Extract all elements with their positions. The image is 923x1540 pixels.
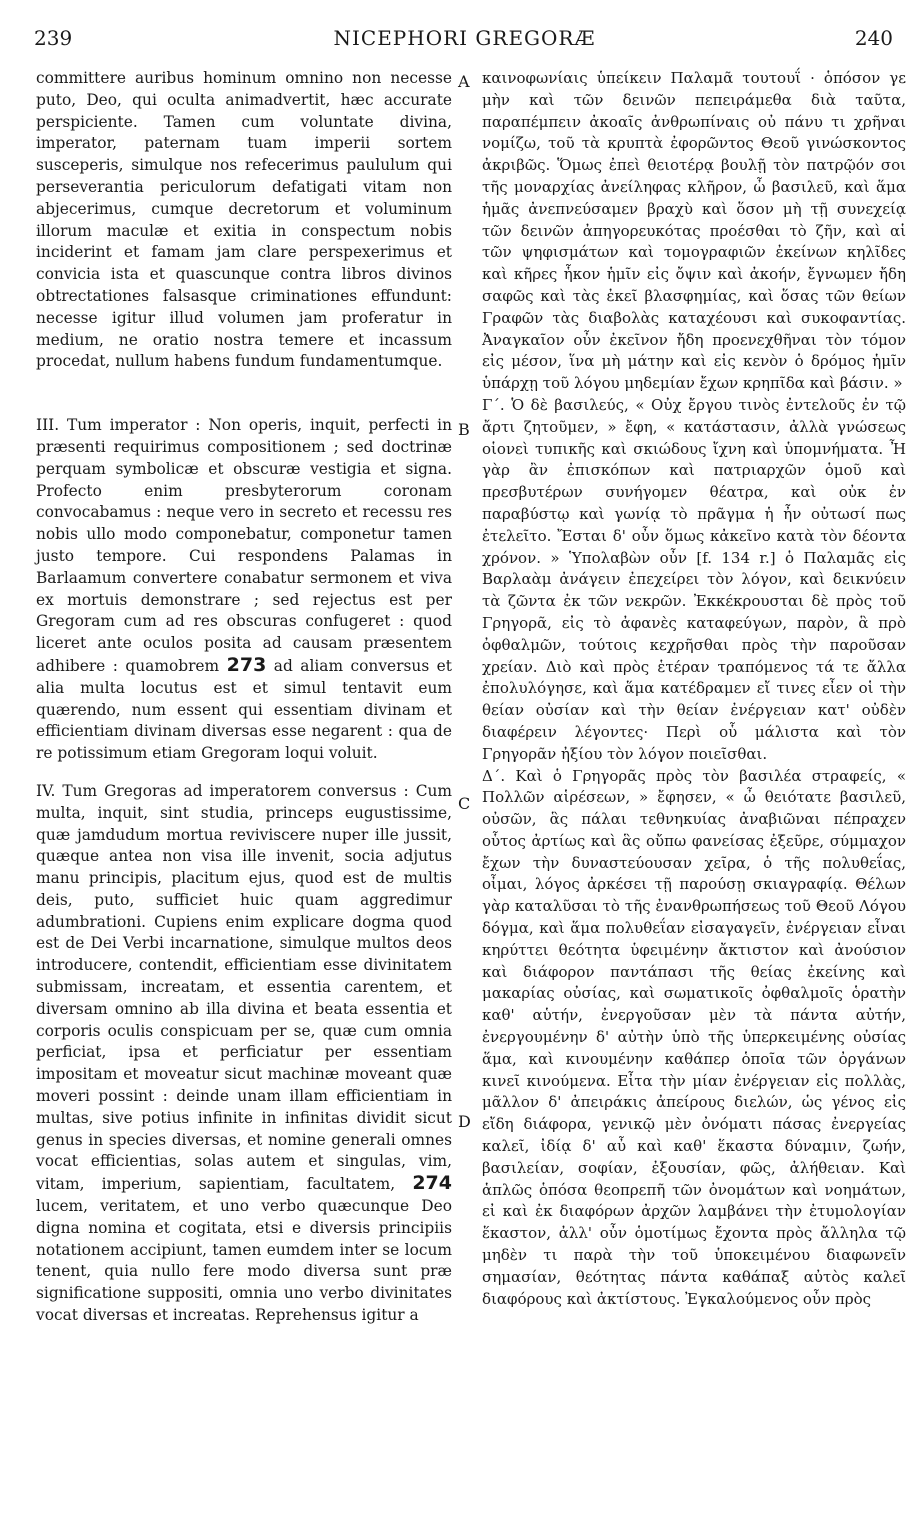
latin-paragraph-1: committere auribus hominum omnino non necesse puto, Deo, qui oculta animadvertit, hæc accurate perspiciente. Tamen cum voluntate divina, imperator, paternam tuam imperii sortem susceperis, simulque nos refecerimus paululum qui perseverantia periculorum defatigati vitam non abjecerimus, cumque decretorum et voluminum illorum maculæ et exitia in conspectum nobis inciderint et famam jam clare perspexerimus et convicia ista et quascunque contra libros divinos obtrectationes falsasque criminationes effundunt: necesse igitur illud volumen jam proferatur in medium, ne oratio nostra temere et incassum procedat, nullum habens fundum fundamentumque. [36, 69, 452, 371]
latin-paragraph-2-text-b: ad aliam conversus et alia multa locutus est et simul tentavit eum quærendo, num essent qui essentiam divinam et efficientiam divinam diversas esse negarent : qua de re potissimum etiam Gregoram loqui voluit. [36, 656, 452, 763]
margin-letter-d: D [458, 1112, 471, 1131]
page-number-left: 239 [34, 26, 73, 50]
edition-page-number: 274 [412, 1172, 452, 1195]
greek-column [482, 68, 906, 1310]
latin-paragraph-2 [36, 415, 452, 765]
latin-paragraph-3-text-a: IV. Tum Gregoras ad imperatorem conversus : Cum multa, inquit, sint studia, princeps eugustissime, quæ jamdudum mortua reviviscere nuper ille jussit, quæque antea non visa ille invenit, socia adjutus manu principis, placitum ejus, quod est de multis deis, puto, sufficiet huic quam aggredimur adumbrationi. Cupiens enim explicare dogma quod est de Dei Verbi incarnatione, simulque multos deos introducere, contendit, efficientiam esse divinitatem submissam, increatam, et essentia carentem, et diversam omnino ab illa divina et beata essentia et corporis oculis conspicuam per se, quæ cum omnia perficiat, ipsa et perficiatur per essentiam impositam et moveatur sicut machinæ moveant quæ moveri possint : deinde unam illam efficientiam in multas, sive potius infinite in infinitas dividit sicut genus in species diversas, et nomine generali omnes vocat efficientias, solas autem et singulas, vim, vitam, imperium, sapientiam, facultatem, [36, 781, 452, 1194]
running-title: NICEPHORI GREGORÆ [333, 26, 596, 50]
latin-paragraph-3-text-b: lucem, veritatem, et uno verbo quæcunque Deo digna nomina et cogitata, etsi e diversis principiis notationem accipiunt, tamen eumdem inter se locum tenent, quia nullo fere modo diversa sunt præ significatione suppositi, omnia uno verbo divinitates vocat diversas et increatas. Reprehensus igitur a [36, 1197, 452, 1325]
greek-paragraph-2: Γ΄. Ὁ δὲ βασιλεύς, « Οὐχ ἔργου τινὸς ἐντελοῦς ἐν τῷ ἄρτι ζητοῦμεν, » ἔφη, « κατάστασιν, ἀλλὰ γνώσεως οἱονεὶ τυπικῆς καὶ σκιώδους ἴχνη καὶ ὑπομνήματα. Ἦ γὰρ ἂν ἐπισκόπων καὶ πατριαρχῶν ὁμοῦ καὶ πρεσβυτέρων συνήγομεν θέατρα, καὶ οὐκ ἐν παραβύστῳ καὶ γωνίᾳ τὸ πρᾶγμα ἡ ἦν οὐτωσί πως ἐτελεῖτο. Ἔσται δ' οὖν ὅμως κἀκεῖνο κατὰ τὸν δέοντα χρόνον. » Ὑπολαβὼν οὖν [f. 134 r.] ὁ Παλαμᾶς εἰς Βαρλαὰμ ἀνάγειν ἐπεχείρει τὸν λόγον, καὶ δεικνύειν τὰ ζῶντα ἐκ τῶν νεκρῶν. Ἐκκέκρουσται δὲ πρὸς τοῦ Γρηγορᾶ, εἰς τὸ ἀφανὲς καταφεύγων, παρὸν, ἃ πρὸ ὀφθαλμῶν, τούτοις κεχρῆσθαι πρὸς τὴν παροῦσαν χρείαν. Διὸ καὶ πρὸς ἑτέραν τραπόμενος τά τε ἄλλα ἐπολυλόγησε, καὶ ἅμα κατέδραμεν εἴ τινες εἶεν οἱ τὴν θείαν οὐσίαν καὶ τὴν θείαν ἐνέργειαν κατ' οὐδὲν διαφέρειν λέγοντες· Περὶ οὗ μάλιστα καὶ τὸν Γρηγορᾶν ἠξίου τὸν λόγον ποιεῖσθαι. [482, 395, 906, 763]
margin-letter-b: B [458, 420, 470, 439]
edition-page-number: 273 [226, 653, 267, 676]
latin-column [36, 68, 452, 1327]
latin-paragraph-3 [36, 781, 452, 1327]
greek-paragraph-3: Δ΄. Καὶ ὁ Γρηγορᾶς πρὸς τὸν βασιλέα στραφείς, « Πολλῶν αἱρέσεων, » ἔφησεν, « ὦ θειότατε βασιλεῦ, οὐσῶν, ἃς πάλαι τεθνηκυίας ἀναβιῶναι πέπραχεν οὗτος ἀρτίως καὶ ἃς οὔπω φανείσας ἐξεῦρε, σύμμαχον ἔχων τὴν δυναστεύουσαν χεῖρα, ὁ τῆς πολυθεΐας, οἶμαι, λόγος ἀρκέσει τῇ παρούσῃ σκιαγραφίᾳ. Θέλων γὰρ καταλῦσαι τὸ τῆς ἐνανθρωπήσεως τοῦ Θεοῦ Λόγου δόγμα, καὶ ἅμα πολυθεΐαν εἰσαγαγεῖν, ἐνέργειαν εἶναι κηρύττει θεότητα ὑφειμένην ἄκτιστον καὶ ἀνούσιον καὶ διάφορον παντάπασι τῆς θείας ἐκείνης καὶ μακαρίας οὐσίας, καὶ σωματικοῖς ὀφθαλμοῖς ὁρατὴν καθ' αὑτήν, ἐνεργοῦσαν μὲν τὰ πάντα αὐτήν, ἐνεργουμένην δ' αὐτὴν ὑπὸ τῆς ὑπερκειμένης οὐσίας ἅμα, καὶ κινουμένην καθάπερ ὁποῖα τῶν ὀργάνων κινεῖ κινούμενα. Εἶτα τὴν μίαν ἐνέργειαν εἰς πολλὰς, μᾶλλον δ' ἀπειράκις ἀπείρους διελών, ὡς γένος εἰς εἴδη διάφορα, γενικῷ μὲν ὀνόματι πάσας ἐνεργείας καλεῖ, ἰδίᾳ δ' αὖ καὶ καθ' ἕκαστα δύναμιν, ζωήν, βασιλείαν, σοφίαν, ἐξουσίαν, φῶς, ἀλήθειαν. Καὶ ἁπλῶς ὁπόσα θεοπρεπῆ τῶν ὀνομάτων καὶ νοημάτων, εἰ καὶ ἐκ διαφόρων ἀρχῶν λαμβάνει τὴν ἐτυμολογίαν ἕκαστον, ἀλλ' οὖν ὁμοτίμως ἔχοντα πρὸς ἄλληλα τῷ μηδὲν τι παρὰ τὴν τοῦ ὑποκειμένου διαφωνεῖν σημασίαν, θεότητας πάντα καθάπαξ αὐτὸς καλεῖ διαφόρους καὶ ἀκτίστους. Ἐγκαλούμενος οὖν πρὸς [482, 766, 906, 1308]
latin-paragraph-2-text-a: III. Tum imperator : Non operis, inquit, perfecti in præsenti requirimus compositionem ; sed doctrinæ perquam symbolicæ et obscuræ vestigia et signa. Profecto enim presbyterorum coronam convocabamus : neque vero in secreto et recessu res nobis ullo modo componebatur, componetur tamen justo tempore. Cui respondens Palamas in Barlaamum convertere conabatur sermonem et viva ex mortuis demonstrare ; sed rejectus est per Gregoram cum ad res obscuras confugeret : quod liceret ante oculos posita ad causam præsentem adhibere : quamobrem [36, 416, 452, 675]
running-header [30, 10, 899, 50]
greek-paragraph-1: καινοφωνίαις ὑπείκειν Παλαμᾶ τουτουΐ · ὁπόσον γε μὴν καὶ τῶν δεινῶν πεπειράμεθα διὰ ταῦτα, παραπέμπειν ἀκοαῖς ἀνθρωπίναις οὐ πάνυ τι χρῆναι νομίζω, τοῦ τὰ κρυπτὰ ἐφορῶντος Θεοῦ γινώσκοντος ἀκριβῶς. Ὅμως ἐπεὶ θειοτέρᾳ βουλῇ τὸν πατρῷόν σοι τῆς μοναρχίας ἀνείληφας κλῆρον, ὦ βασιλεῦ, καὶ ἅμα ἡμᾶς ἀνεπνεύσαμεν βραχὺ καὶ ὅσον μὴ τῇ συνεχείᾳ τῶν δεινῶν ἀπηγορευκότας προέσθαι τὸ ζῆν, καὶ αἱ τῶν ψηφισμάτων καὶ τομογραφιῶν ἐκείνων κηλῖδες καὶ κῆρες ἧκον ἡμῖν εἰς ὄψιν καὶ ἀκοήν, ἔγνωμεν ἤδη σαφῶς καὶ τὰς ἐκεῖ βλασφημίας, καὶ ὅσας τῶν θείων Γραφῶν τὰς διαβολὰς καταχέουσι καὶ συκοφαντίας. Ἀναγκαῖον οὖν ἐκεῖνον ἤδη προενεχθῆναι τὸν τόμον εἰς μέσον, ἵνα μὴ μάτην καὶ εἰς κενὸν ὁ δρόμος ἡμῖν ὑπάρχῃ τοῦ λόγου μηδεμίαν ἔχων κρηπῖδα καὶ βάσιν. » [482, 69, 906, 393]
page-number-right: 240 [854, 26, 893, 50]
margin-letter-c: C [458, 794, 471, 813]
margin-letter-a: A [458, 72, 470, 91]
